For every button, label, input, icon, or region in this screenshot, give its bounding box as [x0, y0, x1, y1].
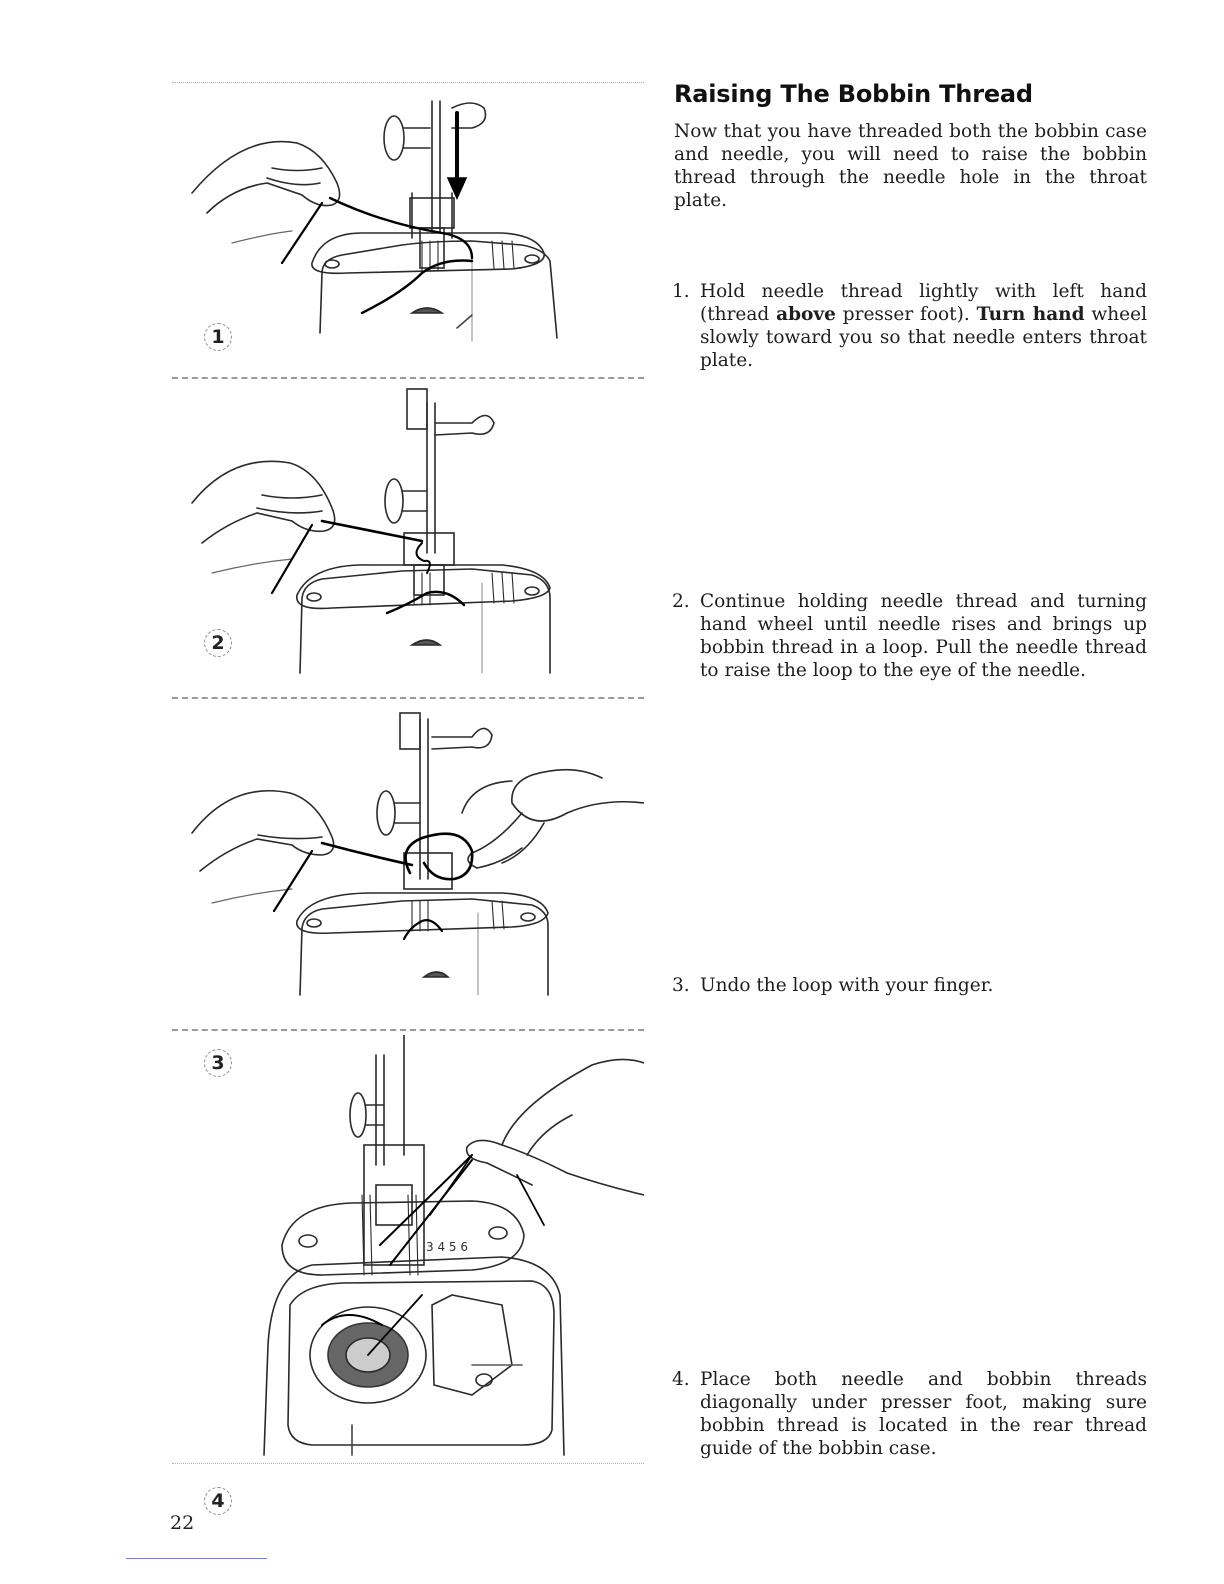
step-1-number: 1.	[672, 281, 690, 302]
figure-separator	[172, 697, 644, 699]
figure-2-label: 2	[204, 629, 232, 657]
page-rule	[126, 1558, 267, 1559]
step-1-bold: above	[776, 304, 836, 325]
figure-separator	[172, 377, 644, 379]
figure-1-label: 1	[204, 323, 232, 351]
step-1-text-after: wheel slowly toward you so that needle enters throat plate.	[700, 304, 1147, 371]
figure-separator	[172, 1029, 644, 1031]
figure-2-drawing	[172, 383, 644, 695]
figure-4-label: 4	[204, 1487, 232, 1515]
step-1	[672, 280, 1147, 372]
step-4	[672, 1368, 1147, 1460]
step-4-text: Place both needle and bobbin threads diagonally under presser foot, making sure bobbin thread is located in the rear thread guide of the bobbin case.	[700, 1369, 1147, 1459]
figure-1-drawing	[172, 83, 644, 373]
step-1-text-middle: presser foot).	[835, 304, 977, 325]
intro-paragraph: Now that you have threaded both the bobbin case and needle, you will need to raise the bobbin thread through the needle hole in the throat plate.	[674, 121, 1147, 211]
step-2-number: 2.	[672, 591, 690, 612]
figure-3	[172, 703, 644, 1074]
figure-1	[172, 83, 644, 373]
figure-3-label: 3	[204, 1049, 232, 1077]
illustration-column	[172, 82, 644, 1512]
step-2-text: Continue holding needle thread and turning hand wheel until needle rises and brings up bobbin thread in a loop. Pull the needle thread to raise the loop to the eye of the needle.	[700, 591, 1147, 681]
step-3	[672, 974, 1147, 997]
step-3-text: Undo the loop with your finger.	[700, 975, 994, 996]
figure-3-drawing	[172, 703, 644, 1015]
figure-4-drawing	[172, 1035, 644, 1463]
step-1-text-before: Hold needle thread lightly with left hand (thread	[700, 281, 1147, 325]
figure-4	[172, 1035, 644, 1512]
page-title: Raising The Bobbin Thread	[674, 80, 1033, 108]
step-1-bold-2: Turn hand	[976, 304, 1085, 325]
plate-marking: 3 4 5 6	[426, 1240, 468, 1254]
figure-2	[172, 383, 644, 695]
step-3-number: 3.	[672, 975, 690, 996]
page-number: 22	[170, 1512, 195, 1534]
step-2	[672, 590, 1147, 682]
step-4-number: 4.	[672, 1369, 690, 1390]
